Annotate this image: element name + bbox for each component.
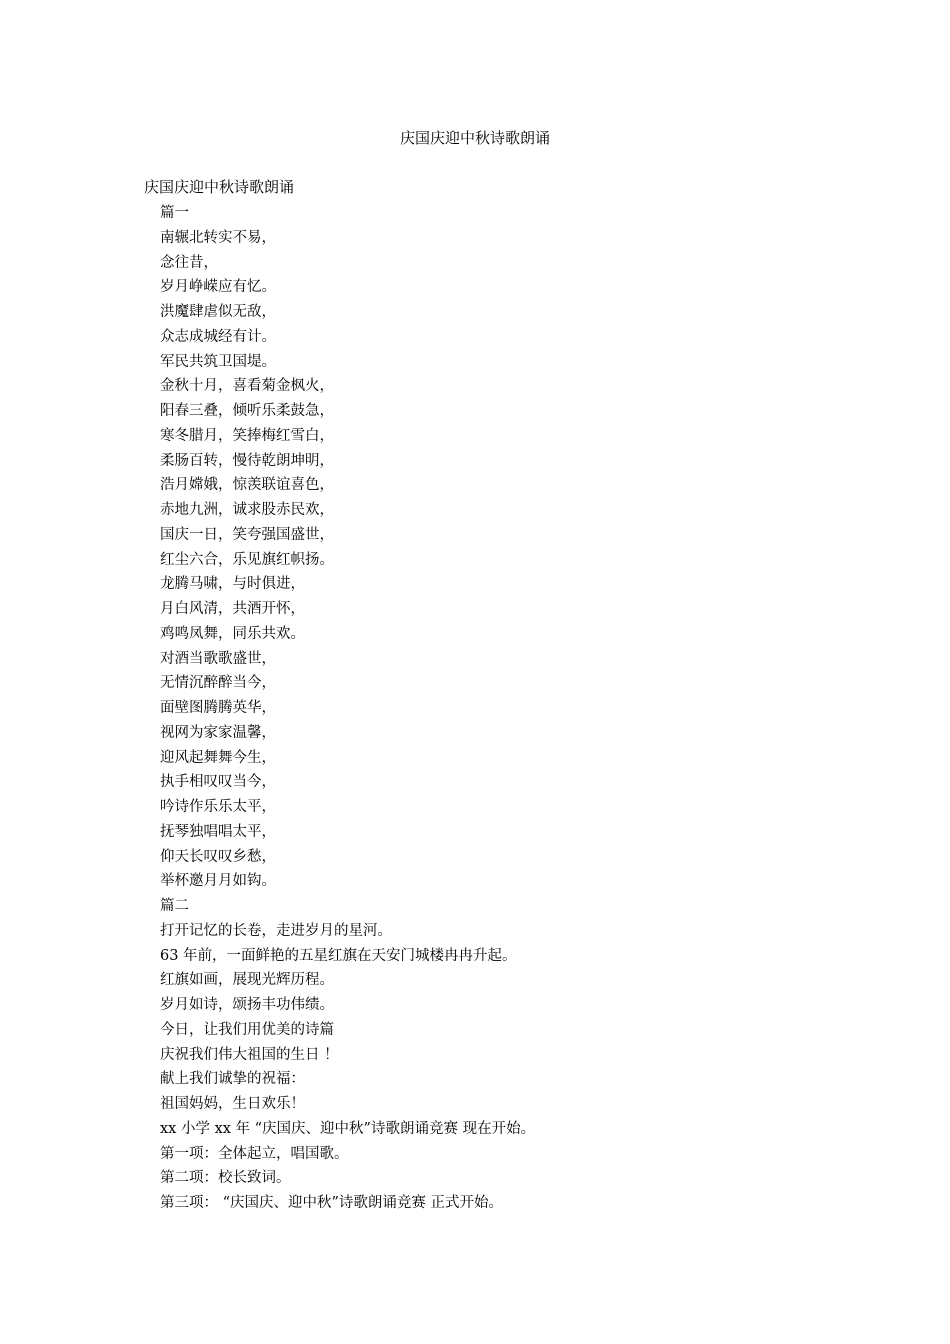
text-line: 浩月嫦娥，惊羡联谊喜色， [160,477,334,494]
text-line: 庆祝我们伟大祖国的生日 ！ [160,1046,339,1063]
poem-heading: 庆国庆迎中秋诗歌朗诵 [144,178,295,196]
text-line: 念往昔， [160,254,218,271]
text-line: 国庆一日，笑夸强国盛世， [160,526,334,543]
poem-lines [160,201,535,1216]
text-line: 对酒当歌歌盛世， [160,650,276,667]
text-line: 鸡鸣凤舞，同乐共欢。 [160,625,305,642]
text-line: 今日，让我们用优美的诗篇 [160,1021,334,1038]
text-line: 众志成城经有计。 [160,328,276,345]
text-line: 赤地九洲，诚求股赤民欢， [160,502,334,518]
text-line: 岁月如诗，颂扬丰功伟绩。 [160,997,334,1013]
text-line: 红尘六合，乐见旗红帜扬。 [160,551,334,568]
text-line: 第二项：校长致词。 [160,1170,291,1187]
text-line: 岁月峥嵘应有忆。 [160,279,276,296]
text-line: 篇一 [160,205,189,221]
text-line: 红旗如画，展现光辉历程。 [160,972,334,989]
text-line: 金秋十月，喜看菊金枫火， [160,378,334,395]
text-line: 献上我们诚挚的祝福： [160,1071,305,1088]
text-line: 打开记忆的长卷，走进岁月的星河。 [160,922,392,939]
text-line: 柔肠百转，慢待乾朗坤明， [160,452,334,469]
text-line: 龙腾马啸，与时俱进， [160,576,305,593]
text-line: 抚琴独唱唱太平， [160,823,276,840]
text-line: 举杯邀月月如钩。 [160,873,276,890]
text-line: 洪魔肆虐似无敌， [160,304,276,320]
text-line: 第三项： “庆国庆、迎中秋”诗歌朗诵竞赛 正式开始。 [160,1195,504,1211]
text-line: 63 年前，一面鲜艳的五星红旗在天安门城楼冉冉升起。 [160,947,517,964]
text-line: 军民共筑卫国堤。 [160,353,276,370]
text-line: 阳春三叠，倾听乐柔鼓急， [160,403,334,419]
text-line: 寒冬腊月，笑捧梅红雪白， [160,427,334,444]
text-line: 南辗北转实不易， [160,229,276,246]
text-line: 无情沉醉醉当今， [160,675,276,692]
text-line: 祖国妈妈，生日欢乐！ [160,1096,305,1112]
text-line: 吟诗作乐乐太平， [160,799,276,815]
text-line: 视网为家家温馨， [160,724,276,741]
document-title: 庆国庆迎中秋诗歌朗诵 [399,129,550,147]
text-line: 仰天长叹叹乡愁， [160,848,276,865]
text-line: 执手相叹叹当今， [160,774,276,791]
text-line: xx 小学 xx 年 “庆国庆、迎中秋”诗歌朗诵竞赛 现在开始。 [160,1120,536,1137]
text-line: 第一项：全体起立，唱国歌。 [160,1145,349,1162]
text-line: 月白风清，共酒开怀， [160,601,305,617]
text-line: 篇二 [160,898,189,914]
text-line: 面壁图腾腾英华， [160,700,276,716]
text-line: 迎风起舞舞今生， [160,749,276,766]
